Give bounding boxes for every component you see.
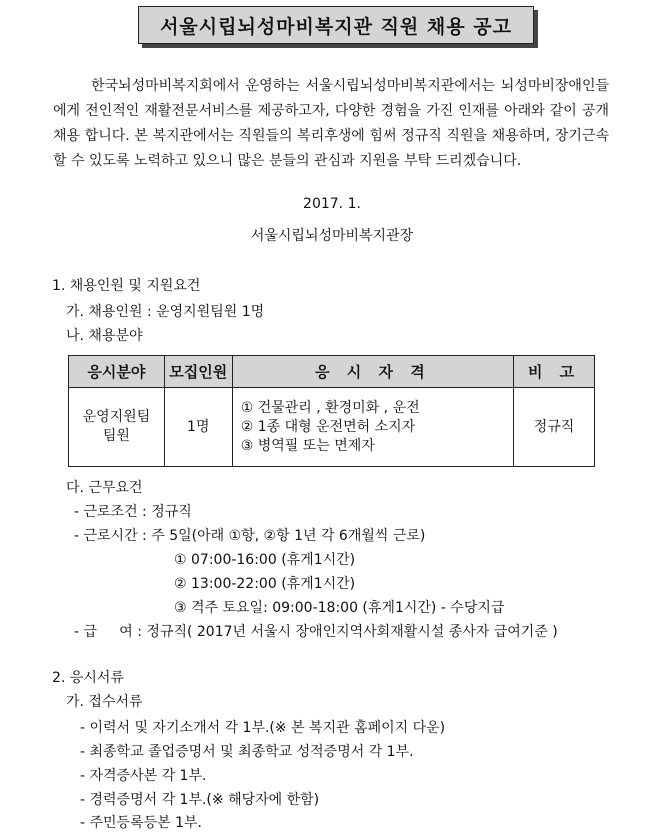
work-type: - 근로조건 : 정규직 — [74, 504, 192, 520]
document-item: - 이력서 및 자기소개서 각 1부.(※ 본 복지관 홈페이지 다운) — [80, 720, 446, 736]
header-note: 비 고 — [514, 356, 595, 388]
section2-heading: 2. 응시서류 — [52, 670, 124, 686]
title-banner — [138, 6, 538, 48]
intro-text: 한국뇌성마비복지회에서 운영하는 서울시립뇌성마비복지관에서는 뇌성마비장애인들에게 전인적인 재활전문서비스를 제공하고자, 다양한 경험을 가진 인재를 아래와 같이 공개채용 합니다. 본 복지관에서는 직원들의 복리후생에 힘써 정규직 직원을 채용하며, 장기근속 할 수 있도록 노력하고 있으니 많은 분들의 관심과 지원을 부탁 드리겠습니다. — [53, 78, 609, 169]
qualification-item: ② 1종 대형 운전면허 소지자 — [240, 418, 416, 435]
cell-qualifications — [232, 388, 513, 467]
header-qualifications: 응 시 자 격 — [232, 356, 513, 388]
shift-3: ③ 격주 토요일: 09:00-18:00 (휴게1시간) - 수당지급 — [174, 600, 505, 616]
work-hours: - 근로시간 : 주 5일(아래 ①항, ②항 1년 각 6개월씩 근로) — [74, 528, 426, 544]
notice-date: 2017. 1. — [303, 196, 361, 212]
pay: - 급 여 : 정규직( 2017년 서울시 장애인지역사회재활시설 종사자 급여기준 ) — [74, 624, 558, 640]
shift-1: ① 07:00-16:00 (휴게1시간) — [174, 552, 356, 568]
qualification-item: ③ 병역필 또는 면제자 — [240, 437, 375, 454]
header-count: 모집인원 — [164, 356, 232, 388]
document-item: - 주민등록등본 1부. — [80, 815, 202, 831]
intro-paragraph — [53, 74, 609, 174]
table-header-row — [69, 356, 595, 388]
table-row — [69, 388, 595, 467]
recruit-field-heading: 나. 채용분야 — [66, 328, 143, 344]
cell-note: 정규직 — [514, 388, 595, 467]
cell-field: 운영지원팀 팀원 — [69, 388, 165, 467]
qualification-item: ① 건물관리 , 환경미화 , 운전 — [240, 399, 420, 416]
recruit-count: 가. 채용인원 : 운영지원팀원 1명 — [66, 304, 265, 320]
recruit-table — [68, 355, 595, 467]
shift-2: ② 13:00-22:00 (휴게1시간) — [174, 576, 356, 592]
work-conditions-heading: 다. 근무요건 — [66, 480, 143, 496]
document-item: - 경력증명서 각 1부.(※ 해당자에 한함) — [80, 792, 320, 808]
page-title: 서울시립뇌성마비복지관 직원 채용 공고 — [138, 6, 534, 44]
documents-heading: 가. 접수서류 — [66, 694, 143, 710]
section1-heading: 1. 채용인원 및 지원요건 — [52, 278, 201, 294]
cell-count: 1명 — [164, 388, 232, 467]
header-field: 응시분야 — [69, 356, 165, 388]
document-item: - 자격증사본 각 1부. — [80, 768, 207, 784]
document-item: - 최종학교 졸업증명서 및 최종학교 성적증명서 각 1부. — [80, 744, 414, 760]
notice-signature: 서울시립뇌성마비복지관장 — [250, 228, 414, 244]
